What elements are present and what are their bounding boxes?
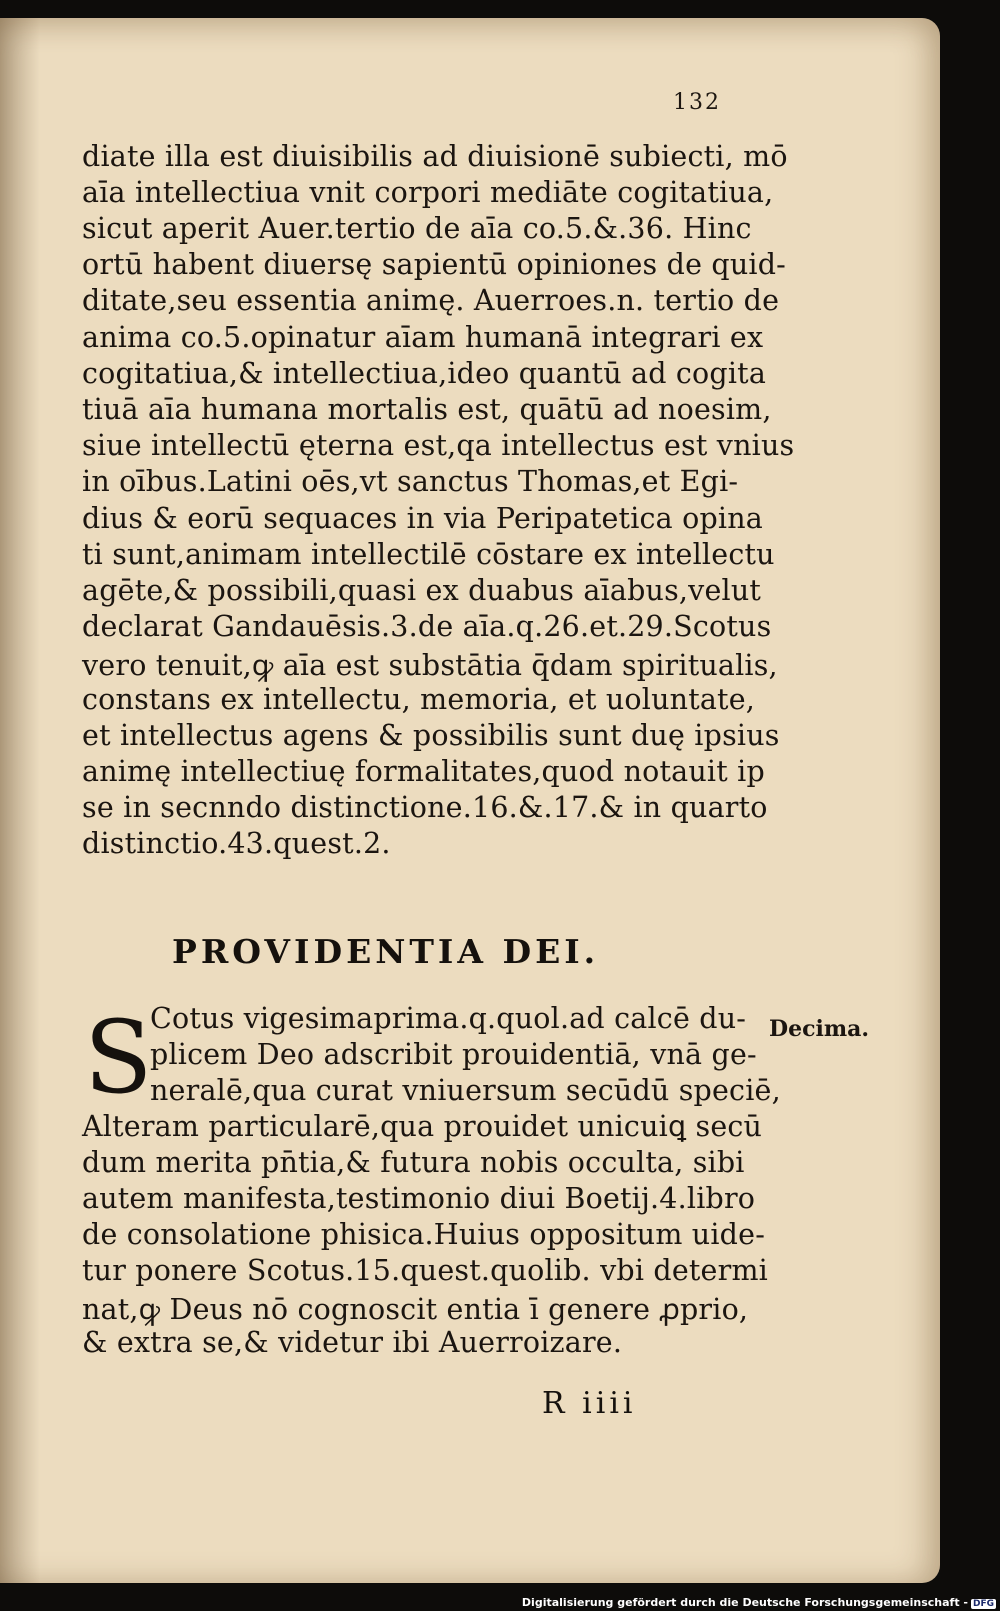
footer-credit [522,1596,996,1609]
footer-text: Digitalisierung gefördert durch die Deutsche Forschungsgemeinschaft - [521,1596,968,1609]
text-line: plicem Deo adscribit prouidentiā, vnā ge- [150,1038,757,1071]
spine-shadow [0,18,40,1583]
text-line: aīa intellectiua vnit corpori mediāte cogitatiua, [82,176,774,209]
text-line: Alteram particularē,qua prouidet unicuiꝗ secū [82,1110,763,1143]
text-line: sicut aperit Auer.tertio de aīa co.5.&.36. Hinc [82,212,752,245]
text-line: constans ex intellectu, memoria, et uoluntate, [82,683,756,716]
text-line: autem manifesta,testimonio diui Boetij.4.libro [82,1182,756,1215]
text-line: ti sunt,animam intellectilē cōstare ex intellectu [82,538,775,571]
text-line: et intellectus agens & possibilis sunt duę ipsius [82,719,780,752]
section-heading: PROVIDENTIA DEI. [172,932,600,971]
text-line: Cotus vigesimaprima.q.quol.ad calcē du- [150,1002,747,1035]
text-line: animę intellectiuę formalitates,quod notauit ip [82,755,765,788]
book-page [0,18,940,1583]
dfg-logo: DFG [972,1599,994,1609]
text-line: neralē,qua curat vniuersum secūdū speciē, [150,1074,781,1107]
text-line: siue intellectū ęterna est,qa intellectus est vnius [82,429,795,462]
text-line: agēte,& possibili,quasi ex duabus aīabus,velut [82,574,762,607]
text-line: tiuā aīa humana mortalis est, quātū ad noesim, [82,393,772,426]
text-line: distinctio.43.quest.2. [82,827,391,860]
drop-cap: S [84,999,153,1116]
text-line: diate illa est diuisibilis ad diuisionē subiecti, mō [82,140,788,173]
text-line: de consolatione phisica.Huius oppositum uide- [82,1218,766,1251]
text-line: ditate,seu essentia animę. Auerroes.n. tertio de [82,284,780,317]
text-line: anima co.5.opinatur aīam humanā integrari ex [82,321,764,354]
text-line: in oībus.Latini oēs,vt sanctus Thomas,et Egi- [82,465,739,498]
signature-mark: R iiii [542,1386,637,1421]
text-line: nat,ꝙ Deus nō cognoscit entia ī genere ꝓprio, [82,1293,749,1326]
text-line: ortū habent diuersę sapientū opiniones de quid- [82,248,787,281]
text-line: tur ponere Scotus.15.quest.quolib. vbi determi [82,1254,768,1287]
text-line: & extra se,& videtur ibi Auerroizare. [82,1326,623,1359]
folio-number: 132 [673,90,721,115]
text-line: cogitatiua,& intellectiua,ideo quantū ad cogita [82,357,767,390]
text-line: dius & eorū sequaces in via Peripatetica opina [82,502,763,535]
text-line: vero tenuit,ꝙ aīa est substātia q̄dam spiritualis, [82,649,778,682]
text-line: se in secnndo distinctione.16.&.17.& in quarto [82,791,768,824]
text-line: dum merita pn̄tia,& futura nobis occulta, sibi [82,1146,745,1179]
text-line: declarat Gandauēsis.3.de aīa.q.26.et.29.Scotus [82,610,772,643]
marginal-note: Decima. [769,1016,870,1042]
